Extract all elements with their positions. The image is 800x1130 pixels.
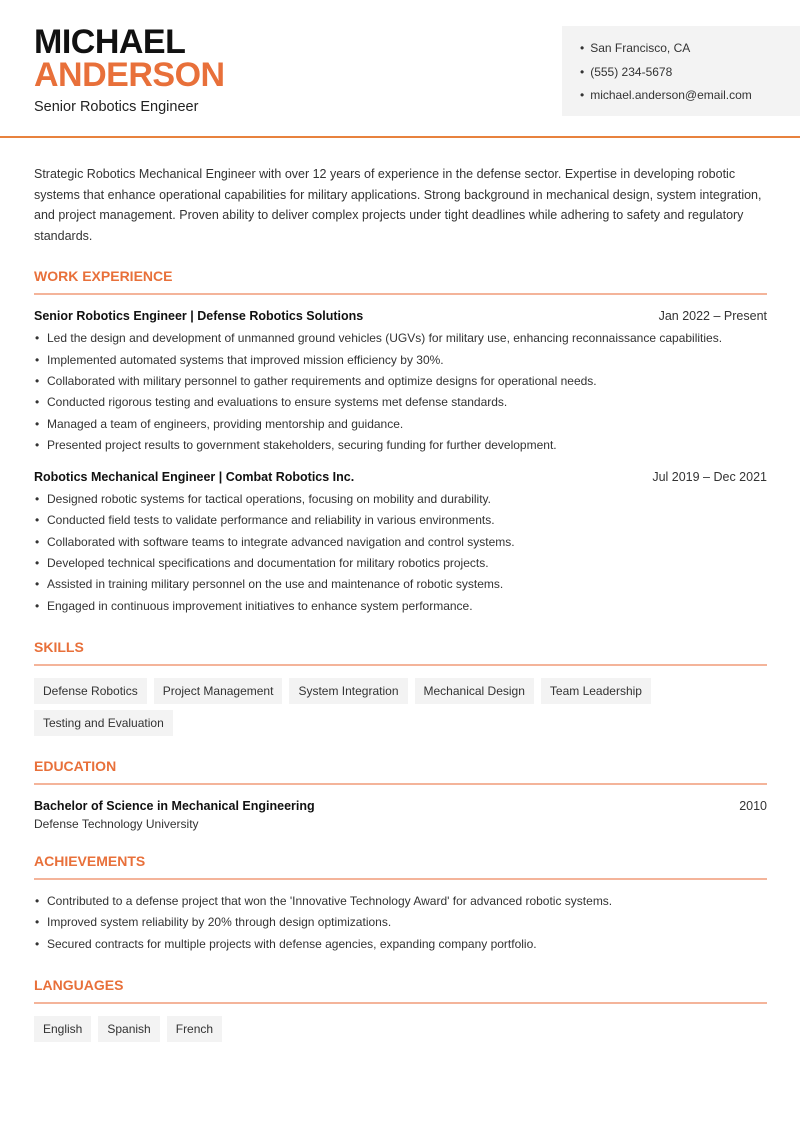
contact-phone: • (555) 234-5678 <box>580 61 800 85</box>
job-title: Senior Robotics Engineer | Defense Robotics Solutions <box>34 309 364 324</box>
bullet-item: • Conducted field tests to validate performance and reliability in various environments. <box>34 510 767 531</box>
job-dates: Jan 2022 – Present <box>658 309 767 324</box>
skill-chip: Mechanical Design <box>415 678 534 704</box>
skill-chip: Testing and Evaluation <box>34 710 173 736</box>
achievement-item: • Secured contracts for multiple projects with defense agencies, expanding company portfolio. <box>34 934 767 955</box>
job-header <box>34 309 767 323</box>
skill-chip: Project Management <box>154 678 283 704</box>
achievement-item: • Contributed to a defense project that won the 'Innovative Technology Award' for advanced robotic systems. <box>34 891 767 912</box>
skill-chip: Team Leadership <box>541 678 651 704</box>
graduation-year: 2010 <box>739 798 767 813</box>
contact-email[interactable]: • michael.anderson@email.com <box>580 84 800 108</box>
job-bullets <box>34 489 767 617</box>
skills-section <box>34 639 767 736</box>
skill-chip: System Integration <box>289 678 407 704</box>
work-experience-section <box>34 268 767 617</box>
job-header <box>34 470 767 484</box>
bullet-item: • Led the design and development of unmanned ground vehicles (UGVs) for military use, enhancing reconnaissance capabilities. <box>34 328 767 349</box>
summary: Strategic Robotics Mechanical Engineer with over 12 years of experience in the defense sector. Expertise in developing robotic systems that enhance operational capabilities for military applications. Strong background in mechanical design, system integration, and project management. Proven ability to deliver complex projects under tight deadlines while adhering to safety and regulatory standards. <box>34 167 762 243</box>
resume-header <box>0 0 800 138</box>
section-heading: SKILLS <box>34 639 767 666</box>
contact-location: • San Francisco, CA <box>580 37 800 61</box>
language-chip: Spanish <box>98 1016 159 1042</box>
job-entry <box>34 470 767 617</box>
language-chip: French <box>167 1016 222 1042</box>
bullet-item: • Designed robotic systems for tactical operations, focusing on mobility and durability. <box>34 489 767 510</box>
section-heading: EDUCATION <box>34 758 767 785</box>
job-entry <box>34 309 767 456</box>
job-title: Senior Robotics Engineer <box>34 99 199 115</box>
section-heading: WORK EXPERIENCE <box>34 268 767 295</box>
education-section <box>34 758 767 831</box>
last-name: ANDERSON <box>34 56 225 94</box>
bullet-item: • Conducted rigorous testing and evaluations to ensure systems met defense standards. <box>34 392 767 413</box>
bullet-item: • Presented project results to government stakeholders, securing funding for further development. <box>34 435 767 456</box>
contact-box <box>562 26 800 116</box>
job-title: Robotics Mechanical Engineer | Combat Robotics Inc. <box>34 470 355 485</box>
job-bullets <box>34 328 767 456</box>
degree: Bachelor of Science in Mechanical Engineering <box>34 798 315 813</box>
bullet-item: • Engaged in continuous improvement initiatives to enhance system performance. <box>34 596 767 617</box>
bullet-item: • Collaborated with military personnel to gather requirements and optimize designs for operational needs. <box>34 371 767 392</box>
bullet-item: • Implemented automated systems that improved mission efficiency by 30%. <box>34 350 767 371</box>
section-heading: LANGUAGES <box>34 977 767 1004</box>
first-name: MICHAEL <box>34 23 186 61</box>
bullet-item: • Developed technical specifications and documentation for military robotics projects. <box>34 553 767 574</box>
bullet-item: • Collaborated with software teams to integrate advanced navigation and control systems. <box>34 532 767 553</box>
school: Defense Technology University <box>34 816 199 831</box>
achievement-item: • Improved system reliability by 20% through design optimizations. <box>34 912 767 933</box>
section-heading: ACHIEVEMENTS <box>34 853 767 880</box>
language-chip: English <box>34 1016 91 1042</box>
bullet-item: • Managed a team of engineers, providing mentorship and guidance. <box>34 414 767 435</box>
job-dates: Jul 2019 – Dec 2021 <box>652 470 767 485</box>
skill-chip: Defense Robotics <box>34 678 147 704</box>
bullet-item: • Assisted in training military personnel on the use and maintenance of robotic systems. <box>34 574 767 595</box>
languages-section <box>34 977 767 1042</box>
achievements-section <box>34 853 767 955</box>
